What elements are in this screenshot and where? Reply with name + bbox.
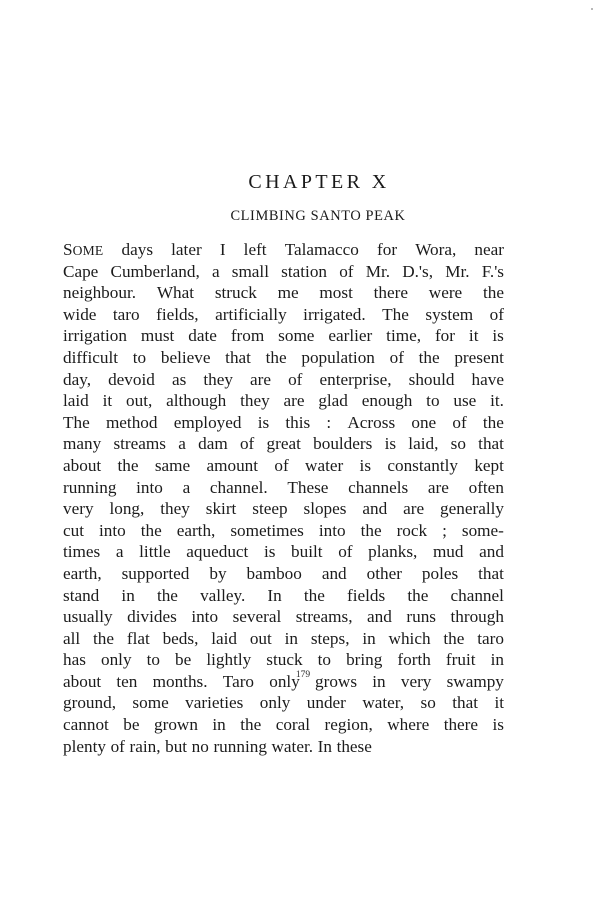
- word: although: [166, 391, 227, 411]
- word: be: [175, 650, 192, 670]
- word: sometimes: [230, 520, 304, 540]
- word: later: [171, 240, 202, 259]
- word: so: [450, 434, 466, 454]
- chapter-title: CLIMBING SANTO PEAK: [230, 208, 406, 224]
- lead-smallcaps: OME: [72, 243, 104, 258]
- word: only: [269, 671, 300, 691]
- word: laid,: [408, 434, 439, 454]
- word: great: [266, 434, 301, 454]
- word: about: [63, 455, 102, 475]
- word: The: [382, 304, 409, 324]
- word: is: [492, 326, 504, 346]
- word: as: [171, 369, 187, 389]
- word: stuck: [266, 650, 303, 670]
- word: the: [407, 585, 429, 605]
- word: the: [418, 347, 440, 367]
- text-line: [63, 455, 504, 477]
- word: into: [318, 520, 346, 540]
- word: wide: [63, 304, 97, 324]
- word: steps,: [310, 628, 350, 648]
- word: very: [400, 671, 432, 691]
- word: the: [482, 412, 504, 432]
- text-line: [63, 433, 504, 455]
- word: Mr.: [365, 261, 391, 281]
- word: earlier: [328, 326, 373, 346]
- text-line: [63, 520, 504, 542]
- word: of: [274, 455, 289, 475]
- word: steep: [252, 499, 288, 519]
- text-line: [63, 261, 504, 283]
- text-line: [63, 671, 504, 693]
- word: they: [160, 499, 190, 519]
- word: it.: [490, 391, 504, 411]
- word: In: [267, 585, 282, 605]
- word: to: [146, 650, 160, 670]
- word: the: [156, 585, 178, 605]
- word: divides: [127, 607, 177, 627]
- word: is: [384, 434, 397, 454]
- word: the: [140, 520, 162, 540]
- word: running: [63, 477, 117, 497]
- word: present: [454, 347, 504, 367]
- word: swampy: [446, 671, 504, 691]
- word: forth: [397, 650, 431, 670]
- word: struck: [214, 283, 257, 303]
- word: D.'s,: [402, 261, 434, 281]
- word: use: [453, 391, 477, 411]
- text-line: [63, 649, 504, 671]
- text-line: [63, 736, 504, 758]
- word: :: [326, 412, 332, 432]
- word: fields,: [156, 304, 199, 324]
- word: Cumberland,: [110, 261, 200, 281]
- word: earth,: [176, 520, 216, 540]
- word: I: [219, 240, 226, 259]
- word: by: [209, 563, 227, 583]
- word: has: [63, 650, 86, 670]
- word: time,: [386, 326, 422, 346]
- text-line: [63, 239, 504, 261]
- word: channel.: [209, 477, 268, 497]
- word: that: [478, 563, 504, 583]
- word: some: [132, 693, 169, 713]
- word: all: [63, 628, 81, 648]
- word: the: [482, 283, 504, 303]
- word: fruit: [445, 650, 476, 670]
- word: boulders: [313, 434, 373, 454]
- word: plenty: [63, 736, 106, 756]
- word: near: [474, 240, 504, 259]
- word: system: [425, 304, 474, 324]
- word: it: [102, 391, 113, 411]
- word: of: [288, 369, 303, 389]
- word: often: [468, 477, 504, 497]
- word: water: [305, 455, 344, 475]
- word: they: [203, 369, 233, 389]
- word: valley.: [200, 585, 246, 605]
- text-line: [63, 347, 504, 369]
- word: there: [373, 283, 408, 303]
- word: for: [377, 240, 398, 259]
- word: station: [281, 261, 328, 281]
- word: have: [471, 369, 504, 389]
- word: flat: [126, 628, 150, 648]
- word: is: [359, 455, 372, 475]
- word: that: [225, 347, 251, 367]
- word: difficult: [63, 347, 119, 367]
- chapter-heading: CHAPTER X: [248, 171, 390, 193]
- word: of: [338, 542, 353, 562]
- text-line: [63, 692, 504, 714]
- word: to: [317, 650, 332, 670]
- word: enterprise,: [319, 369, 392, 389]
- word: one: [411, 412, 437, 432]
- word: little: [139, 542, 171, 562]
- text-line: [63, 325, 504, 347]
- word: long,: [109, 499, 145, 519]
- word: supported: [121, 563, 190, 583]
- word: poles: [421, 563, 459, 583]
- word: glad: [318, 391, 348, 411]
- word: Mr.: [445, 261, 470, 281]
- word: irrigated.: [303, 304, 366, 324]
- word: times: [63, 542, 101, 562]
- word: employed: [173, 412, 242, 432]
- word: of: [339, 261, 354, 281]
- word: and: [479, 542, 504, 562]
- word: amount: [206, 455, 259, 475]
- word: this: [285, 412, 311, 432]
- word: water.: [271, 736, 314, 756]
- word: out,: [126, 391, 153, 411]
- word: and: [321, 563, 347, 583]
- word: earth,: [63, 563, 102, 583]
- word: under: [306, 693, 346, 713]
- word: where: [387, 715, 430, 735]
- text-line: [63, 304, 504, 326]
- word: to: [132, 347, 147, 367]
- word: the: [93, 628, 115, 648]
- word: only: [259, 693, 291, 713]
- word: very: [63, 499, 94, 519]
- word: the: [360, 520, 382, 540]
- text-line: [63, 498, 504, 520]
- word: Wora,: [415, 240, 457, 259]
- word: and: [367, 607, 392, 627]
- word: water,: [362, 693, 405, 713]
- word: it: [468, 326, 479, 346]
- word: no: [191, 736, 209, 756]
- word: devoid: [108, 369, 155, 389]
- word: streams,: [295, 607, 353, 627]
- word: from: [230, 326, 265, 346]
- word: me: [277, 283, 299, 303]
- word: lightly: [206, 650, 252, 670]
- word: to: [426, 391, 440, 411]
- text-line: [63, 714, 504, 736]
- word: be: [123, 715, 140, 735]
- word: rain,: [129, 736, 161, 756]
- word: are: [427, 477, 449, 497]
- word: some: [278, 326, 315, 346]
- word: running: [213, 736, 267, 756]
- word: months.: [152, 671, 208, 691]
- word: dam: [198, 434, 228, 454]
- word: These: [287, 477, 329, 497]
- word: runs: [406, 607, 436, 627]
- word: rock: [396, 520, 428, 540]
- word: same: [154, 455, 191, 475]
- word: laid: [211, 628, 237, 648]
- word: The: [63, 412, 90, 432]
- word: artificially: [215, 304, 287, 324]
- word: Taro: [222, 671, 255, 691]
- word: many: [63, 434, 102, 454]
- word: varieties: [185, 693, 244, 713]
- word: for: [434, 326, 455, 346]
- word: grows: [315, 671, 358, 691]
- word: most: [319, 283, 353, 303]
- word: region,: [324, 715, 373, 735]
- word: are: [283, 391, 305, 411]
- word: population: [301, 347, 375, 367]
- word: coral: [275, 715, 311, 735]
- word: aqueduct: [186, 542, 249, 562]
- word: ground,: [63, 693, 116, 713]
- word: in: [372, 671, 386, 691]
- word: the: [303, 585, 325, 605]
- word: about: [63, 671, 102, 691]
- lead-word: [63, 239, 103, 261]
- word: Cape: [63, 261, 99, 281]
- word: skirt: [205, 499, 237, 519]
- word: Talamacco: [284, 240, 359, 259]
- text-line: [63, 412, 504, 434]
- word: is: [492, 715, 504, 735]
- word: of: [452, 412, 467, 432]
- word: in: [362, 628, 376, 648]
- word: fields: [347, 585, 386, 605]
- word: are: [250, 369, 271, 389]
- word: ;: [442, 520, 447, 540]
- word: date: [188, 326, 217, 346]
- word: a: [115, 542, 124, 562]
- word: usually: [63, 607, 113, 627]
- word: in: [212, 715, 226, 735]
- word: out: [249, 628, 272, 648]
- word: taro: [112, 304, 140, 324]
- word: enough: [361, 391, 413, 411]
- word: the: [265, 347, 287, 367]
- word: of: [110, 736, 125, 756]
- word: into: [98, 520, 126, 540]
- word: they: [240, 391, 270, 411]
- word: through: [450, 607, 504, 627]
- word: What: [156, 283, 195, 303]
- word: but: [165, 736, 188, 756]
- word: taro: [477, 628, 504, 648]
- word: it: [494, 693, 504, 713]
- word: believe: [160, 347, 211, 367]
- word: into: [191, 607, 219, 627]
- word: cannot: [63, 715, 109, 735]
- word: which: [388, 628, 431, 648]
- text-line: [63, 369, 504, 391]
- word: cut: [63, 520, 84, 540]
- word: channels: [348, 477, 409, 497]
- word: some-: [461, 520, 504, 540]
- scan-speck: [591, 8, 593, 10]
- text-line: [63, 282, 504, 304]
- word: only: [100, 650, 132, 670]
- text-line: [63, 477, 504, 499]
- word: several: [232, 607, 282, 627]
- word: the: [443, 628, 465, 648]
- body-text: [63, 239, 504, 757]
- word: day,: [63, 369, 91, 389]
- word: is: [257, 412, 270, 432]
- word: streams: [113, 434, 166, 454]
- word: built: [291, 542, 323, 562]
- word: so: [420, 693, 436, 713]
- word: kept: [474, 455, 504, 475]
- word: left: [243, 240, 267, 259]
- word: planks,: [368, 542, 418, 562]
- word: grown: [154, 715, 198, 735]
- text-line: [63, 606, 504, 628]
- word: of: [239, 434, 255, 454]
- word: in: [121, 585, 135, 605]
- word: the: [117, 455, 139, 475]
- text-line: [63, 541, 504, 563]
- word: irrigation: [63, 326, 127, 346]
- word: into: [136, 477, 163, 497]
- word: bring: [346, 650, 383, 670]
- word: stand: [63, 585, 100, 605]
- page-number: 179: [295, 670, 311, 680]
- lead-initial: S: [63, 240, 73, 259]
- word: method: [105, 412, 158, 432]
- word: In: [317, 736, 332, 756]
- word: slopes: [303, 499, 347, 519]
- word: bamboo: [246, 563, 302, 583]
- word: beds,: [162, 628, 199, 648]
- word: that: [452, 693, 479, 713]
- word: in: [284, 628, 298, 648]
- word: ten: [116, 671, 138, 691]
- text-line: [63, 563, 504, 585]
- word: a: [178, 434, 186, 454]
- word: channel: [450, 585, 504, 605]
- word: are: [403, 499, 425, 519]
- word: should: [408, 369, 455, 389]
- word: neighbour.: [63, 283, 137, 303]
- word: mud: [432, 542, 464, 562]
- text-line: [63, 628, 504, 650]
- word: and: [362, 499, 388, 519]
- word: in: [490, 650, 504, 670]
- word: that: [478, 434, 504, 454]
- word: constantly: [387, 455, 458, 475]
- word: these: [336, 736, 372, 756]
- word: of: [489, 304, 504, 324]
- word: days: [121, 240, 154, 259]
- word: were: [428, 283, 463, 303]
- word: F.'s: [481, 261, 504, 281]
- word: a: [182, 477, 191, 497]
- word: small: [231, 261, 269, 281]
- word: Across: [347, 412, 396, 432]
- word: must: [140, 326, 175, 346]
- word: generally: [440, 499, 504, 519]
- word: there: [443, 715, 479, 735]
- text-line: [63, 390, 504, 412]
- word: other: [366, 563, 402, 583]
- word: the: [240, 715, 262, 735]
- word: of: [389, 347, 404, 367]
- word: laid: [63, 391, 89, 411]
- word: a: [211, 261, 220, 281]
- word: is: [263, 542, 276, 562]
- text-line: [63, 585, 504, 607]
